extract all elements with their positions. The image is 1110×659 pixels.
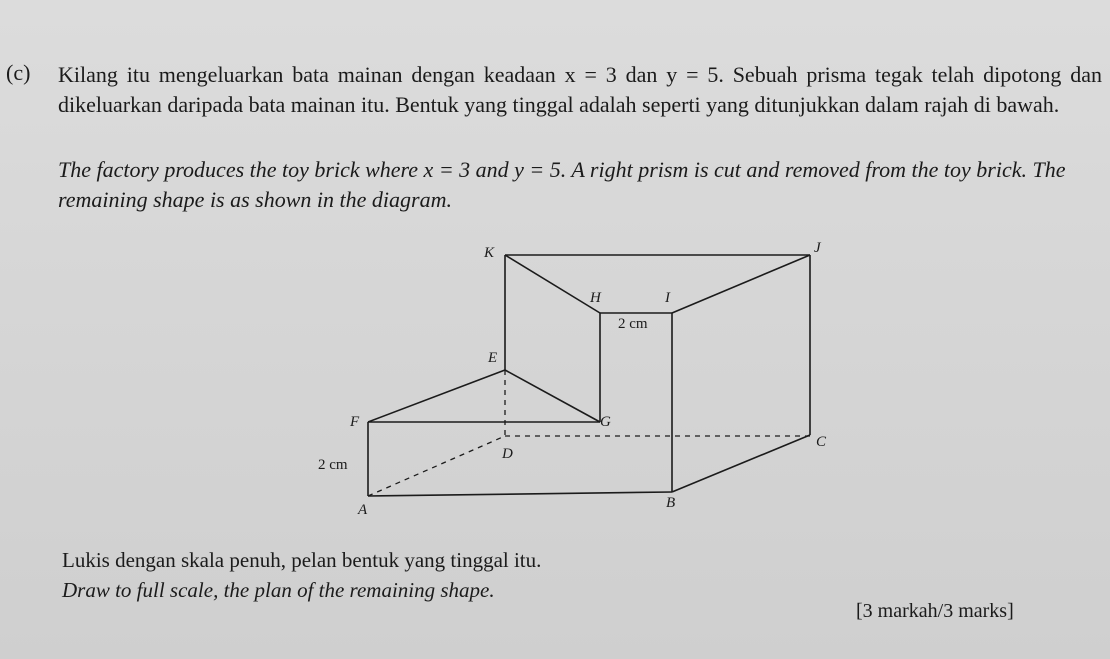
vertex-d-label: D [502,446,513,462]
edge-ij [672,255,810,313]
hidden-edge-ad [368,436,505,496]
vertex-g-label: G [600,414,611,430]
vertex-h-label: H [590,290,601,306]
marks-allocation: [3 markah/3 marks] [856,600,1014,622]
edge-ef [368,370,505,422]
vertex-c-label: C [816,434,827,450]
vertex-k-label: K [484,245,495,261]
vertex-f-label: F [350,414,360,430]
instruction-english: Draw to full scale, the plan of the remaining shape. [62,578,495,602]
edge-cb [672,435,810,492]
edge-kh [505,255,600,313]
instruction-malay: Lukis dengan skala penuh, pelan bentuk yang tinggal itu. [62,548,542,572]
vertex-a-label: A [358,502,368,518]
dimension-top-label: 2 cm [618,316,648,332]
dimension-side-label: 2 cm [318,457,348,473]
question-text-malay: Kilang itu mengeluarkan bata mainan dengan keadaan x = 3 dan y = 5. Sebuah prisma tegak telah dipotong dan dikeluarkan daripada bata mainan itu. Bentuk yang tinggal adalah seperti yang ditunjukkan dalam rajah di bawah. [58,62,1102,117]
vertex-i-label: I [665,290,670,306]
question-text-english: The factory produces the toy brick where x = 3 and y = 5. A right prism is cut and removed from the toy brick. The remaining shape is as shown in the diagram. [58,157,1066,212]
edge-eg [505,370,600,422]
question-label: (c) [6,60,31,85]
vertex-j-label: J [814,240,821,256]
vertex-e-label: E [488,350,498,366]
edge-ab [368,492,672,496]
prism-diagram [300,230,860,530]
vertex-b-label: B [666,495,676,511]
